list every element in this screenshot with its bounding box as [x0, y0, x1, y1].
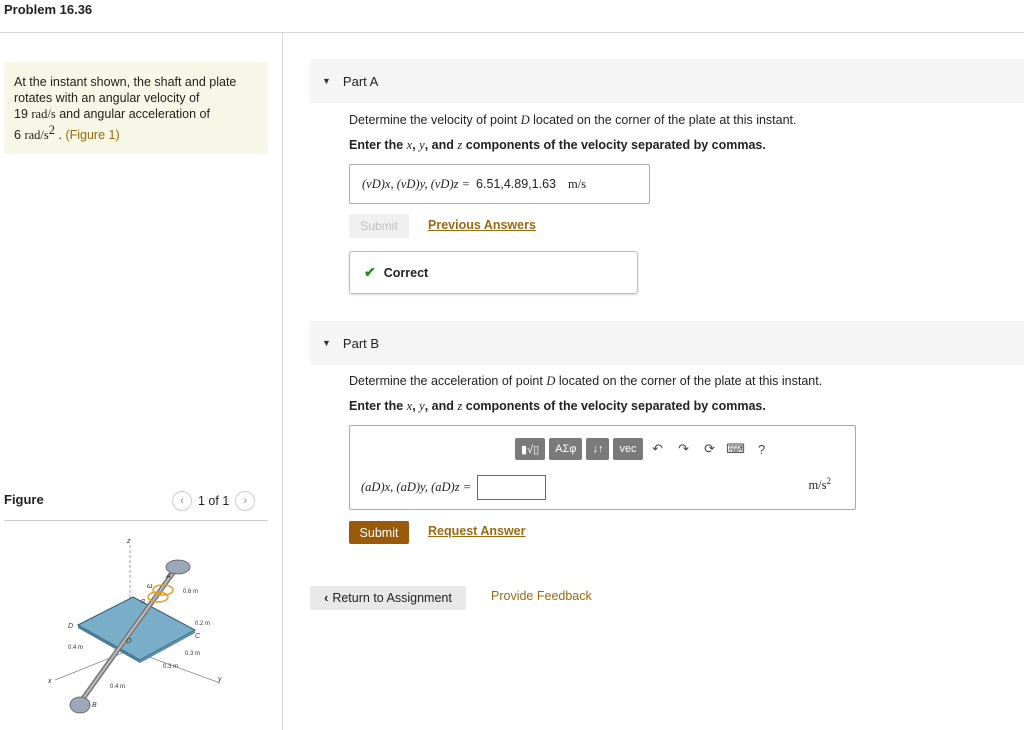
- part-a-instructions: [349, 138, 766, 153]
- label-x: x: [48, 678, 52, 685]
- problem-statement: [4, 62, 268, 154]
- label-y: y: [218, 676, 222, 683]
- instr-post: components of the velocity separated by commas.: [462, 399, 766, 413]
- part-a-prompt: [349, 113, 797, 128]
- top-divider: [0, 32, 1024, 33]
- part-a-prompt-post: located on the corner of the plate at this instant.: [529, 113, 797, 127]
- next-figure-button[interactable]: ›: [235, 491, 255, 511]
- figure-page-indicator: 1 of 1: [198, 494, 230, 508]
- undo-icon[interactable]: ↶: [652, 441, 664, 456]
- label-d: D: [68, 623, 74, 630]
- return-to-assignment-button[interactable]: [310, 586, 466, 610]
- x-axis: [55, 650, 130, 680]
- part-b-answer-label: (aD)x, (aD)y, (aD)z =: [361, 480, 472, 494]
- instr-sep1: ,: [412, 399, 420, 413]
- alpha-unit: rad/s: [24, 128, 49, 143]
- instr-post: components of the velocity separated by commas.: [462, 138, 766, 152]
- bearing-b: [70, 697, 90, 713]
- part-a-prompt-pre: Determine the velocity of point: [349, 113, 521, 127]
- figure-pager: [172, 491, 255, 511]
- instr-y: y: [419, 138, 425, 152]
- label-alpha: α: [141, 598, 145, 605]
- part-b-answer-input[interactable]: [477, 475, 546, 500]
- instr-x: x: [406, 138, 413, 152]
- provide-feedback-link[interactable]: Provide Feedback: [491, 589, 592, 603]
- label-c: C: [195, 633, 201, 640]
- alpha-value: 6: [14, 128, 21, 143]
- label-0-4m-a: 0.4 m: [68, 645, 84, 651]
- label-0-4m-b: 0.4 m: [110, 684, 126, 690]
- part-b-prompt-var: D: [546, 374, 556, 388]
- return-label: Return to Assignment: [332, 591, 452, 605]
- part-b-prompt-post: located on the corner of the plate at this instant.: [555, 374, 823, 388]
- part-a-answer-unit: m/s: [567, 176, 587, 191]
- instr-pre: Enter the: [349, 138, 407, 152]
- part-b-title: Part B: [342, 335, 380, 351]
- math-toolbar: [515, 438, 773, 460]
- symbols-button[interactable]: ΑΣφ: [549, 438, 582, 460]
- part-b-header[interactable]: [310, 321, 1024, 365]
- part-b-answer-unit: [808, 476, 831, 493]
- problem-title: Problem 16.36: [4, 2, 93, 17]
- request-answer-link[interactable]: Request Answer: [428, 524, 526, 538]
- part-a-prompt-var: D: [520, 113, 530, 127]
- part-a-answer-box: [349, 164, 650, 204]
- instr-x: x: [406, 399, 413, 413]
- part-b-answer-panel: [349, 425, 856, 510]
- label-0-2m: 0.2 m: [195, 621, 211, 627]
- previous-answers-link[interactable]: Previous Answers: [428, 218, 536, 232]
- instr-sep2: , and: [424, 399, 458, 413]
- statement-line-3-rest: and angular acceleration of: [59, 107, 210, 121]
- prev-figure-button[interactable]: ‹: [172, 491, 192, 511]
- statement-line-1: At the instant shown, the shaft and plate: [14, 75, 237, 89]
- part-a-header[interactable]: [310, 59, 1024, 103]
- correct-feedback: [349, 251, 638, 294]
- reset-icon[interactable]: ⟳: [704, 441, 716, 456]
- label-0-6m: 0.6 m: [183, 589, 199, 595]
- part-a-submit-button[interactable]: Submit: [349, 214, 409, 238]
- instr-y: y: [419, 399, 425, 413]
- part-b-submit-button[interactable]: Submit: [349, 521, 409, 544]
- correct-text: Correct: [383, 265, 429, 280]
- statement-line-3: [14, 106, 258, 122]
- arrows-button[interactable]: ↓↑: [586, 438, 609, 460]
- label-omega: ω: [147, 583, 153, 590]
- statement-line-2: rotates with an angular velocity of: [14, 91, 200, 105]
- label-0-3m-a: 0.3 m: [185, 651, 201, 657]
- chevron-left-icon: ‹: [324, 591, 329, 605]
- part-b-prompt: [349, 374, 822, 389]
- caret-down-icon: ▼: [322, 76, 331, 86]
- plate: [78, 597, 195, 660]
- period: .: [58, 128, 62, 143]
- part-b-instructions: [349, 399, 766, 414]
- part-a-answer-value: 6.51,4.89,1.63: [476, 177, 556, 191]
- instr-z: z: [457, 399, 463, 413]
- label-0-3m-b: 0.3 m: [163, 664, 179, 670]
- part-b-prompt-pre: Determine the acceleration of point: [349, 374, 547, 388]
- keyboard-icon[interactable]: ⌨: [726, 441, 745, 456]
- figure-diagram: [30, 535, 250, 720]
- label-b: B: [92, 702, 97, 709]
- statement-line-4: [14, 122, 258, 143]
- vec-button[interactable]: vec: [613, 438, 642, 460]
- omega-unit: rad/s: [31, 107, 56, 121]
- help-icon[interactable]: ?: [757, 441, 766, 457]
- redo-icon[interactable]: ↷: [678, 441, 690, 456]
- checkmark-icon: ✔: [364, 264, 376, 280]
- acc-unit-base: m/s: [808, 478, 827, 493]
- label-z: z: [127, 538, 131, 545]
- instr-z: z: [457, 138, 463, 152]
- part-a-answer-label: (vD)x, (vD)y, (vD)z =: [362, 176, 471, 191]
- instr-sep2: , and: [424, 138, 458, 152]
- instr-pre: Enter the: [349, 399, 407, 413]
- omega-value: 19: [14, 107, 28, 121]
- part-b-answer-row: [361, 475, 546, 500]
- bearing-a: [166, 560, 190, 574]
- alpha-unit-exp: 2: [48, 123, 55, 137]
- caret-down-icon: ▼: [322, 338, 331, 348]
- part-a-title: Part A: [342, 73, 379, 89]
- label-o: O: [126, 638, 132, 645]
- figure-heading: Figure: [4, 492, 44, 507]
- acc-unit-exp: 2: [826, 476, 831, 486]
- label-a: A: [166, 573, 171, 580]
- templates-button[interactable]: ▮√▯: [515, 438, 545, 460]
- figure-divider: [4, 520, 268, 521]
- instr-sep1: ,: [412, 138, 420, 152]
- figure-link[interactable]: (Figure 1): [65, 128, 120, 143]
- column-divider: [282, 33, 283, 730]
